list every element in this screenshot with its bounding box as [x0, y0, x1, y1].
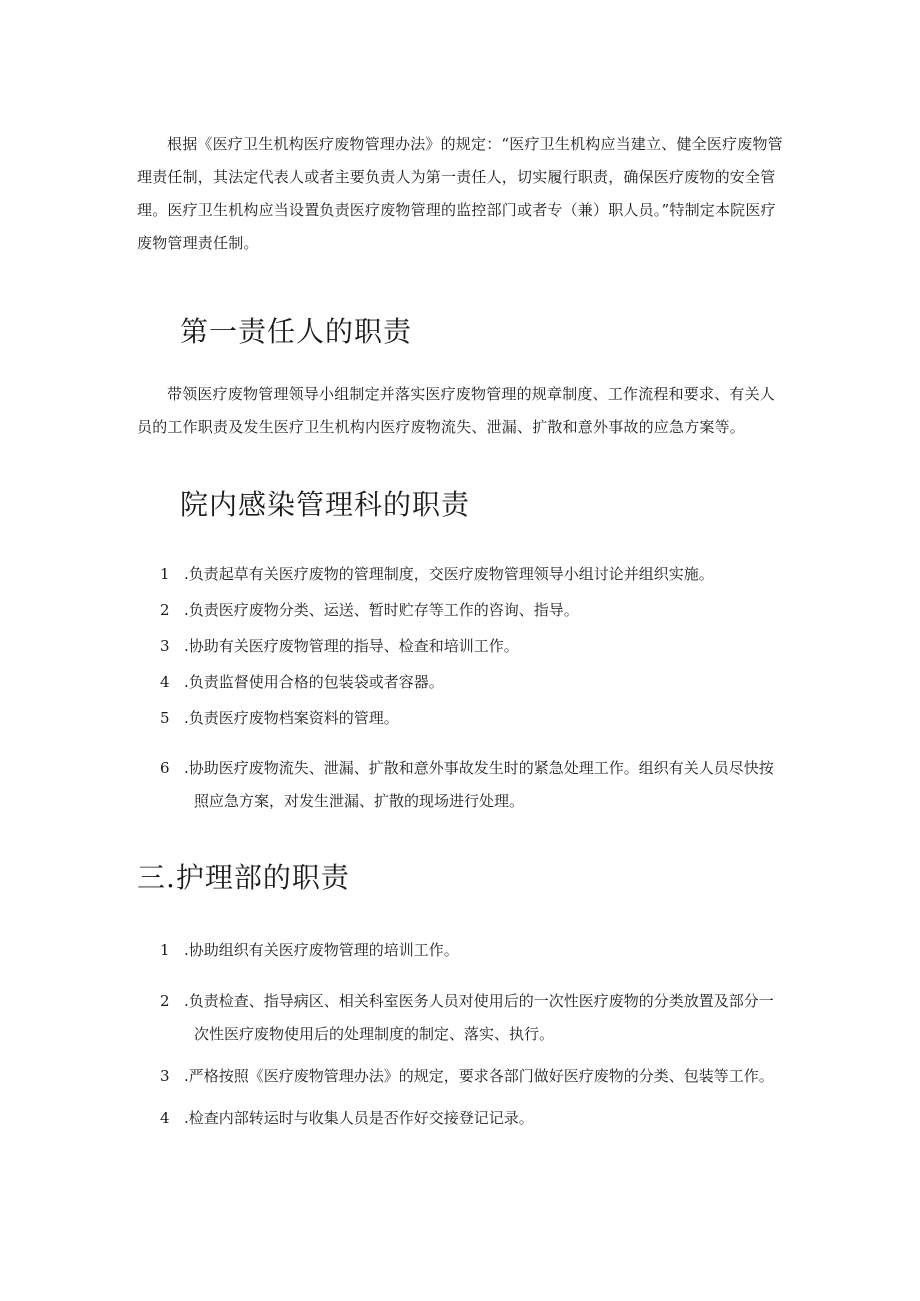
list-item-number: 4: [160, 1109, 170, 1127]
list-item: [160, 752, 790, 818]
list-item-text: .协助组织有关医疗废物管理的培训工作。: [184, 941, 459, 959]
list-item-text: .负责检查、指导病区、相关科室医务人员对使用后的一次性医疗废物的分类放置及部分一: [184, 992, 774, 1010]
intro-paragraph: 根据《医疗卫生机构医疗废物管理办法》的规定：“医疗卫生机构应当建立、健全医疗废物管理责任制，其法定代表人或者主要负责人为第一责任人，切实履行职责，确保医疗废物的安全管理。医疗卫生机构应当设置负责医疗废物管理的监控部门或者专（兼）职人员。”特制定本院医疗废物管理责任制。: [137, 135, 783, 252]
list-item-body: [184, 752, 790, 818]
list-item-text: .检查内部转运时与收集人员是否作好交接登记记录。: [184, 1109, 534, 1127]
list-item: [160, 666, 790, 699]
list-item-number: 4: [160, 673, 170, 691]
section2-heading: 院内感染管理科的职责: [180, 488, 471, 521]
list-item-text: .负责医疗废物档案资料的管理。: [184, 709, 399, 727]
list-item-body: [184, 985, 790, 1051]
list-item: [160, 1060, 790, 1093]
list-item: [160, 934, 790, 967]
list-item: [160, 594, 790, 627]
section1-body: 带领医疗废物管理领导小组制定并落实医疗废物管理的规章制度、工作流程和要求、有关人员的工作职责及发生医疗卫生机构内医疗废物流失、泄漏、扩散和意外事故的应急方案等。: [137, 385, 776, 436]
list-item-number: 2: [160, 992, 170, 1010]
list-item: [160, 985, 790, 1051]
section1-heading: 第一责任人的职责: [180, 315, 413, 348]
list-item-continuation: 照应急方案，对发生泄漏、扩散的现场进行处理。: [194, 792, 525, 810]
list-item-text: .协助医疗废物流失、泄漏、扩散和意外事故发生时的紧急处理工作。组织有关人员尽快按: [184, 759, 774, 777]
list-item-number: 6: [160, 759, 170, 777]
list-item-number: 5: [160, 709, 170, 727]
list-item-text: .负责起草有关医疗废物的管理制度，交医疗废物管理领导小组讨论并组织实施。: [184, 565, 714, 583]
list-item-text: .负责医疗废物分类、运送、暂时贮存等工作的咨询、指导。: [184, 601, 579, 619]
list-item-number: 2: [160, 601, 170, 619]
list-item: [160, 702, 790, 735]
list-item-continuation: 次性医疗废物使用后的处理制度的制定、落实、执行。: [194, 1025, 555, 1043]
list-item: [160, 630, 790, 663]
list-item-number: 1: [160, 941, 170, 959]
list-item: [160, 1102, 790, 1135]
list-item: [160, 558, 790, 591]
list-item-text: .协助有关医疗废物管理的指导、检查和培训工作。: [184, 637, 519, 655]
list-item-text: .负责监督使用合格的包装袋或者容器。: [184, 673, 444, 691]
list-item-number: 3: [160, 1067, 170, 1085]
list-item-text: .严格按照《医疗废物管理办法》的规定，要求各部门做好医疗废物的分类、包装等工作。: [184, 1067, 774, 1085]
list-item-number: 3: [160, 637, 170, 655]
section3-heading: 三.护理部的职责: [137, 861, 350, 894]
list-item-number: 1: [160, 565, 170, 583]
